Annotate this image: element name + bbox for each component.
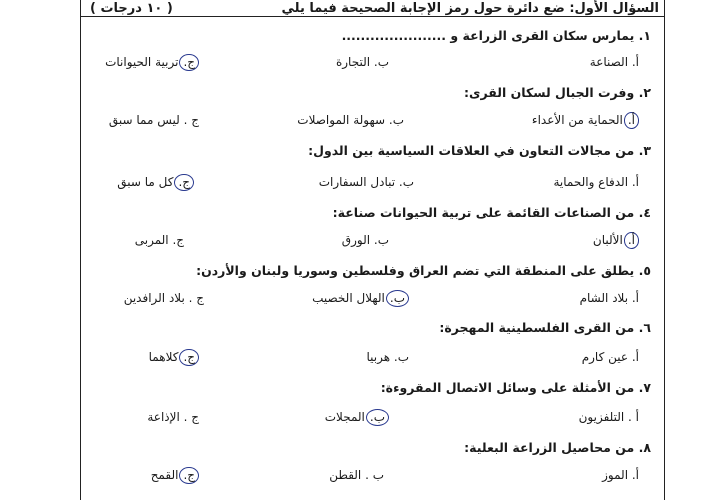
q6-option-b: ب. هربيا: [366, 350, 409, 364]
q7-option-b: ب.المجلات: [325, 409, 389, 426]
q1-option-b: ب. التجارة: [335, 55, 389, 69]
answer-circle: ج.: [174, 174, 194, 191]
question-8: ٨. من محاصيل الزراعة البعلية:: [464, 440, 651, 455]
q4-option-b: ب. الورق: [341, 233, 389, 247]
answer-circle: ج.: [179, 54, 199, 71]
q8-option-b: ب . القطن: [329, 468, 384, 482]
answer-circle: ب.: [386, 290, 409, 307]
section-grade: ( ١٠ درجات ): [90, 1, 173, 16]
q6-option-c: ج.كلاهما: [149, 349, 199, 366]
answer-circle: أ.: [624, 112, 639, 129]
answer-circle: ب.: [366, 409, 389, 426]
q4-option-a: أ.الألبان: [593, 232, 639, 249]
q8-option-c: ج.القمح: [151, 467, 199, 484]
q5-option-a: أ. بلاد الشام: [579, 291, 639, 305]
question-1: ١. يمارس سكان القرى الزراعة و ......................: [341, 28, 651, 43]
q6-option-a: أ. عين كارم: [581, 350, 639, 364]
q2-option-c: ج . ليس مما سبق: [108, 113, 199, 127]
question-7: ٧. من الأمثلة على وسائل الاتصال المقروءة:: [380, 380, 651, 395]
question-5: ٥. يطلق على المنطقة التي تضم العراق وفلسطين وسوريا ولبنان والأردن:: [196, 263, 651, 278]
q2-option-b: ب. سهولة المواصلات: [297, 113, 404, 127]
question-2: ٢. وفرت الجبال لسكان القرى:: [464, 85, 651, 100]
section-title: السؤال الأول: ضع دائرة حول رمز الإجابة الصحيحة فيما يلي: [281, 1, 659, 16]
answer-circle: أ.: [624, 232, 639, 249]
q1-option-a: أ. الصناعة: [589, 55, 639, 69]
q5-option-c: ج . بلاد الرافدين: [123, 291, 204, 305]
q8-option-a: أ. الموز: [602, 468, 639, 482]
q2-option-a: أ.الحماية من الأعداء: [532, 112, 639, 129]
q7-option-c: ج . الإذاعة: [147, 410, 199, 424]
q4-option-c: ج. المربى: [134, 233, 184, 247]
answer-circle: ج.: [179, 349, 199, 366]
answer-circle: ج.: [179, 467, 199, 484]
question-4: ٤. من الصناعات القائمة على تربية الحيوانات صناعة:: [332, 205, 651, 220]
question-6: ٦. من القرى الفلسطينية المهجرة:: [439, 320, 651, 335]
q3-option-a: أ. الدفاع والحماية: [553, 175, 639, 189]
q3-option-b: ب. تبادل السفارات: [318, 175, 414, 189]
q3-option-c: ج.كل ما سبق: [117, 174, 194, 191]
q5-option-b: ب.الهلال الخصيب: [312, 290, 409, 307]
q7-option-a: أ . التلفزيون: [578, 410, 639, 424]
q1-option-c: ج.تربية الحيوانات: [105, 54, 199, 71]
question-3: ٣. من مجالات التعاون في العلاقات السياسية بين الدول:: [308, 143, 651, 158]
